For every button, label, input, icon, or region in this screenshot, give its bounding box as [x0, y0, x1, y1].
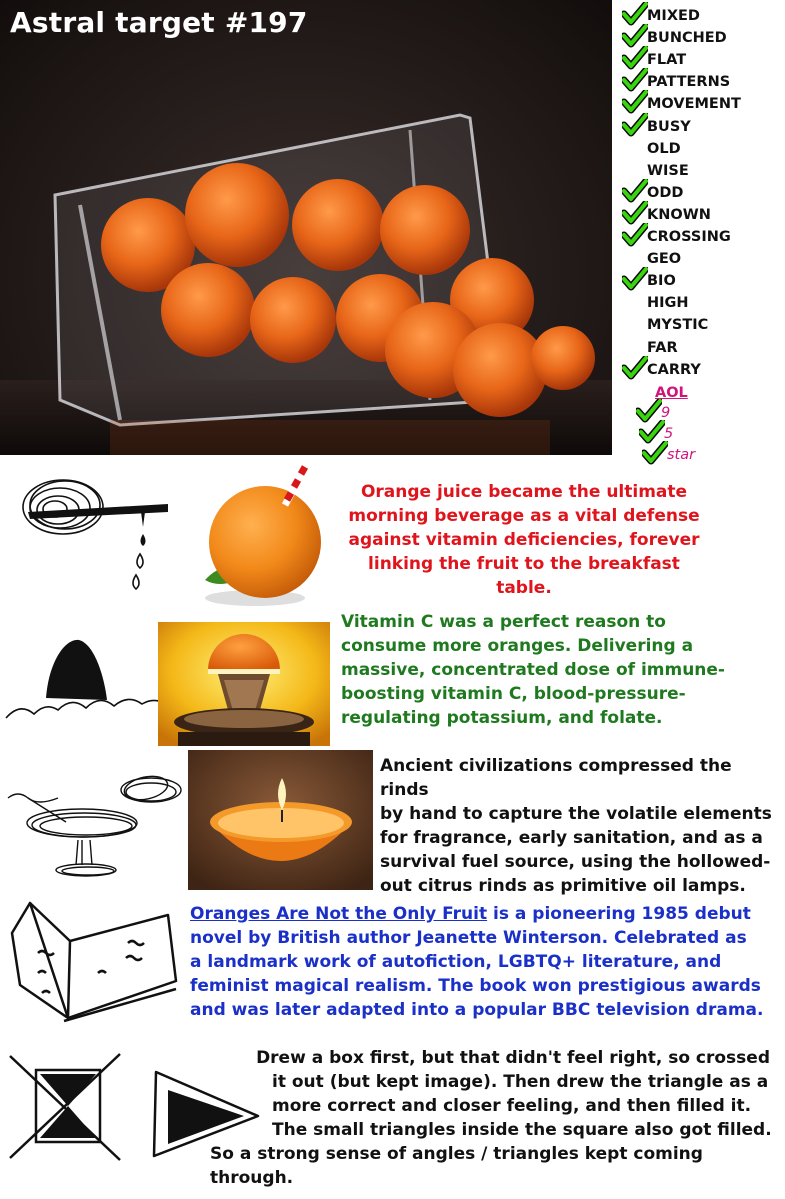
checklist-item-label: CARRY [647, 361, 701, 378]
checklist-item [622, 359, 782, 381]
juice-text [338, 480, 710, 600]
juice-line: linking the fruit to the breakfast table. [368, 554, 680, 598]
book-line: feminist magical realism. The book won prestigious awards [190, 976, 761, 996]
checklist-item [622, 138, 782, 160]
spiral-drip-sketch [8, 472, 178, 607]
book-line: a landmark work of autofiction, LGBTQ+ literature, and [190, 952, 722, 972]
oranges-in-glass-image [0, 0, 612, 455]
ancient-line: survival fuel source, using the hollowed- [380, 852, 771, 872]
aol-item-label: 9 [661, 404, 671, 421]
aol-item [642, 444, 785, 466]
checkmark-icon [622, 223, 648, 247]
notes-line: it out (but kept image). Then drew the triangle as a [272, 1072, 769, 1092]
book-title-link[interactable]: Oranges Are Not the Only Fruit [190, 904, 488, 924]
checklist-item-label: MIXED [647, 8, 700, 24]
vitamin-line: consume more oranges. Delivering a [341, 636, 694, 656]
checklist-item-label: CROSSING [647, 229, 731, 245]
checkmark-icon [622, 2, 648, 26]
checkmark-icon [622, 90, 648, 114]
vitamin-line: boosting vitamin C, blood-pressure- [341, 684, 686, 704]
ancient-text [380, 754, 780, 898]
orange-with-straw-image [195, 460, 330, 610]
vitamin-text [341, 610, 741, 730]
ancient-line: Ancient civilizations compressed the rinds [380, 756, 732, 800]
checklist-item-label: MYSTIC [647, 317, 709, 334]
notes-line: more correct and closer feeling, and then filled it. [272, 1096, 752, 1116]
checkmark-icon [622, 46, 648, 70]
checklist-item-label: PATTERNS [647, 74, 731, 91]
ancient-line: by hand to capture the volatile elements [380, 804, 772, 824]
book-line [190, 902, 780, 926]
target-photo [0, 0, 612, 455]
checklist-item-label: GEO [647, 251, 682, 268]
ancient-line: for fragrance, early sanitation, and as a [380, 828, 763, 848]
book-line: novel by British author Jeanette Winterson. Celebrated as [190, 928, 747, 948]
vitamin-line: regulating potassium, and folate. [341, 708, 663, 728]
scribble-ellipses-sketch [6, 770, 186, 888]
juice-line: Orange juice became the ultimate [360, 482, 688, 502]
fin-sketch [4, 630, 164, 725]
vitamin-line: massive, concentrated dose of immune- [341, 660, 725, 680]
checkmark-icon [622, 113, 648, 137]
checklist-item-label: KNOWN [647, 206, 711, 223]
checklist-item-label: BIO [647, 273, 676, 290]
checklist-item [622, 116, 782, 138]
vitamin-line: Vitamin C was a perfect reason to [341, 612, 666, 632]
checkmark-icon [622, 267, 648, 291]
checklist-item-label: FLAT [647, 52, 687, 69]
notes-line: So a strong sense of angles / triangles kept coming through. [210, 1144, 703, 1188]
book-line: and was later adapted into a popular BBC television drama. [190, 1000, 764, 1020]
checklist-item-label: OLD [647, 140, 681, 157]
checklist-item-label: ODD [647, 184, 684, 201]
checklist-item [622, 270, 782, 292]
book-line-rest: is a pioneering 1985 debut [487, 904, 751, 924]
notes-text [210, 1046, 785, 1190]
checkmark-icon [622, 179, 648, 203]
checkmark-icon [622, 201, 648, 225]
checklist-item-label: MOVEMENT [647, 96, 741, 113]
checklist-item-label: BUSY [647, 118, 691, 135]
checkmark-icon [622, 356, 648, 380]
juice-line: against vitamin deficiencies, forever [348, 530, 700, 550]
aol-item-label: 5 [664, 425, 674, 442]
checklist-item-label: BUNCHED [647, 30, 727, 47]
checkmark-icon [642, 441, 668, 465]
checklist-item-label: WISE [647, 162, 689, 179]
book-text [190, 902, 780, 1022]
open-book-sketch [8, 893, 183, 1033]
checklist-item-label: HIGH [647, 295, 689, 312]
checkmark-icon [622, 24, 648, 48]
notes-line: Drew a box first, but that didn't feel right, so crossed [256, 1048, 770, 1068]
juicer-image [158, 622, 330, 746]
checklist-item [622, 314, 782, 336]
checklist-item-label: FAR [647, 339, 678, 356]
notes-line: The small triangles inside the square also got filled. [272, 1120, 772, 1140]
checklist-item [622, 292, 782, 314]
orange-candle-image [188, 750, 373, 890]
aol-label: AOL [655, 384, 688, 401]
juice-line: morning beverage as a vital defense [348, 506, 700, 526]
page-title: Astral target #197 [10, 6, 308, 39]
ancient-line: out citrus rinds as primitive oil lamps. [380, 876, 746, 896]
checklist-item [622, 226, 782, 248]
aol-item-label: star [667, 446, 696, 463]
checkmark-icon [622, 68, 648, 92]
